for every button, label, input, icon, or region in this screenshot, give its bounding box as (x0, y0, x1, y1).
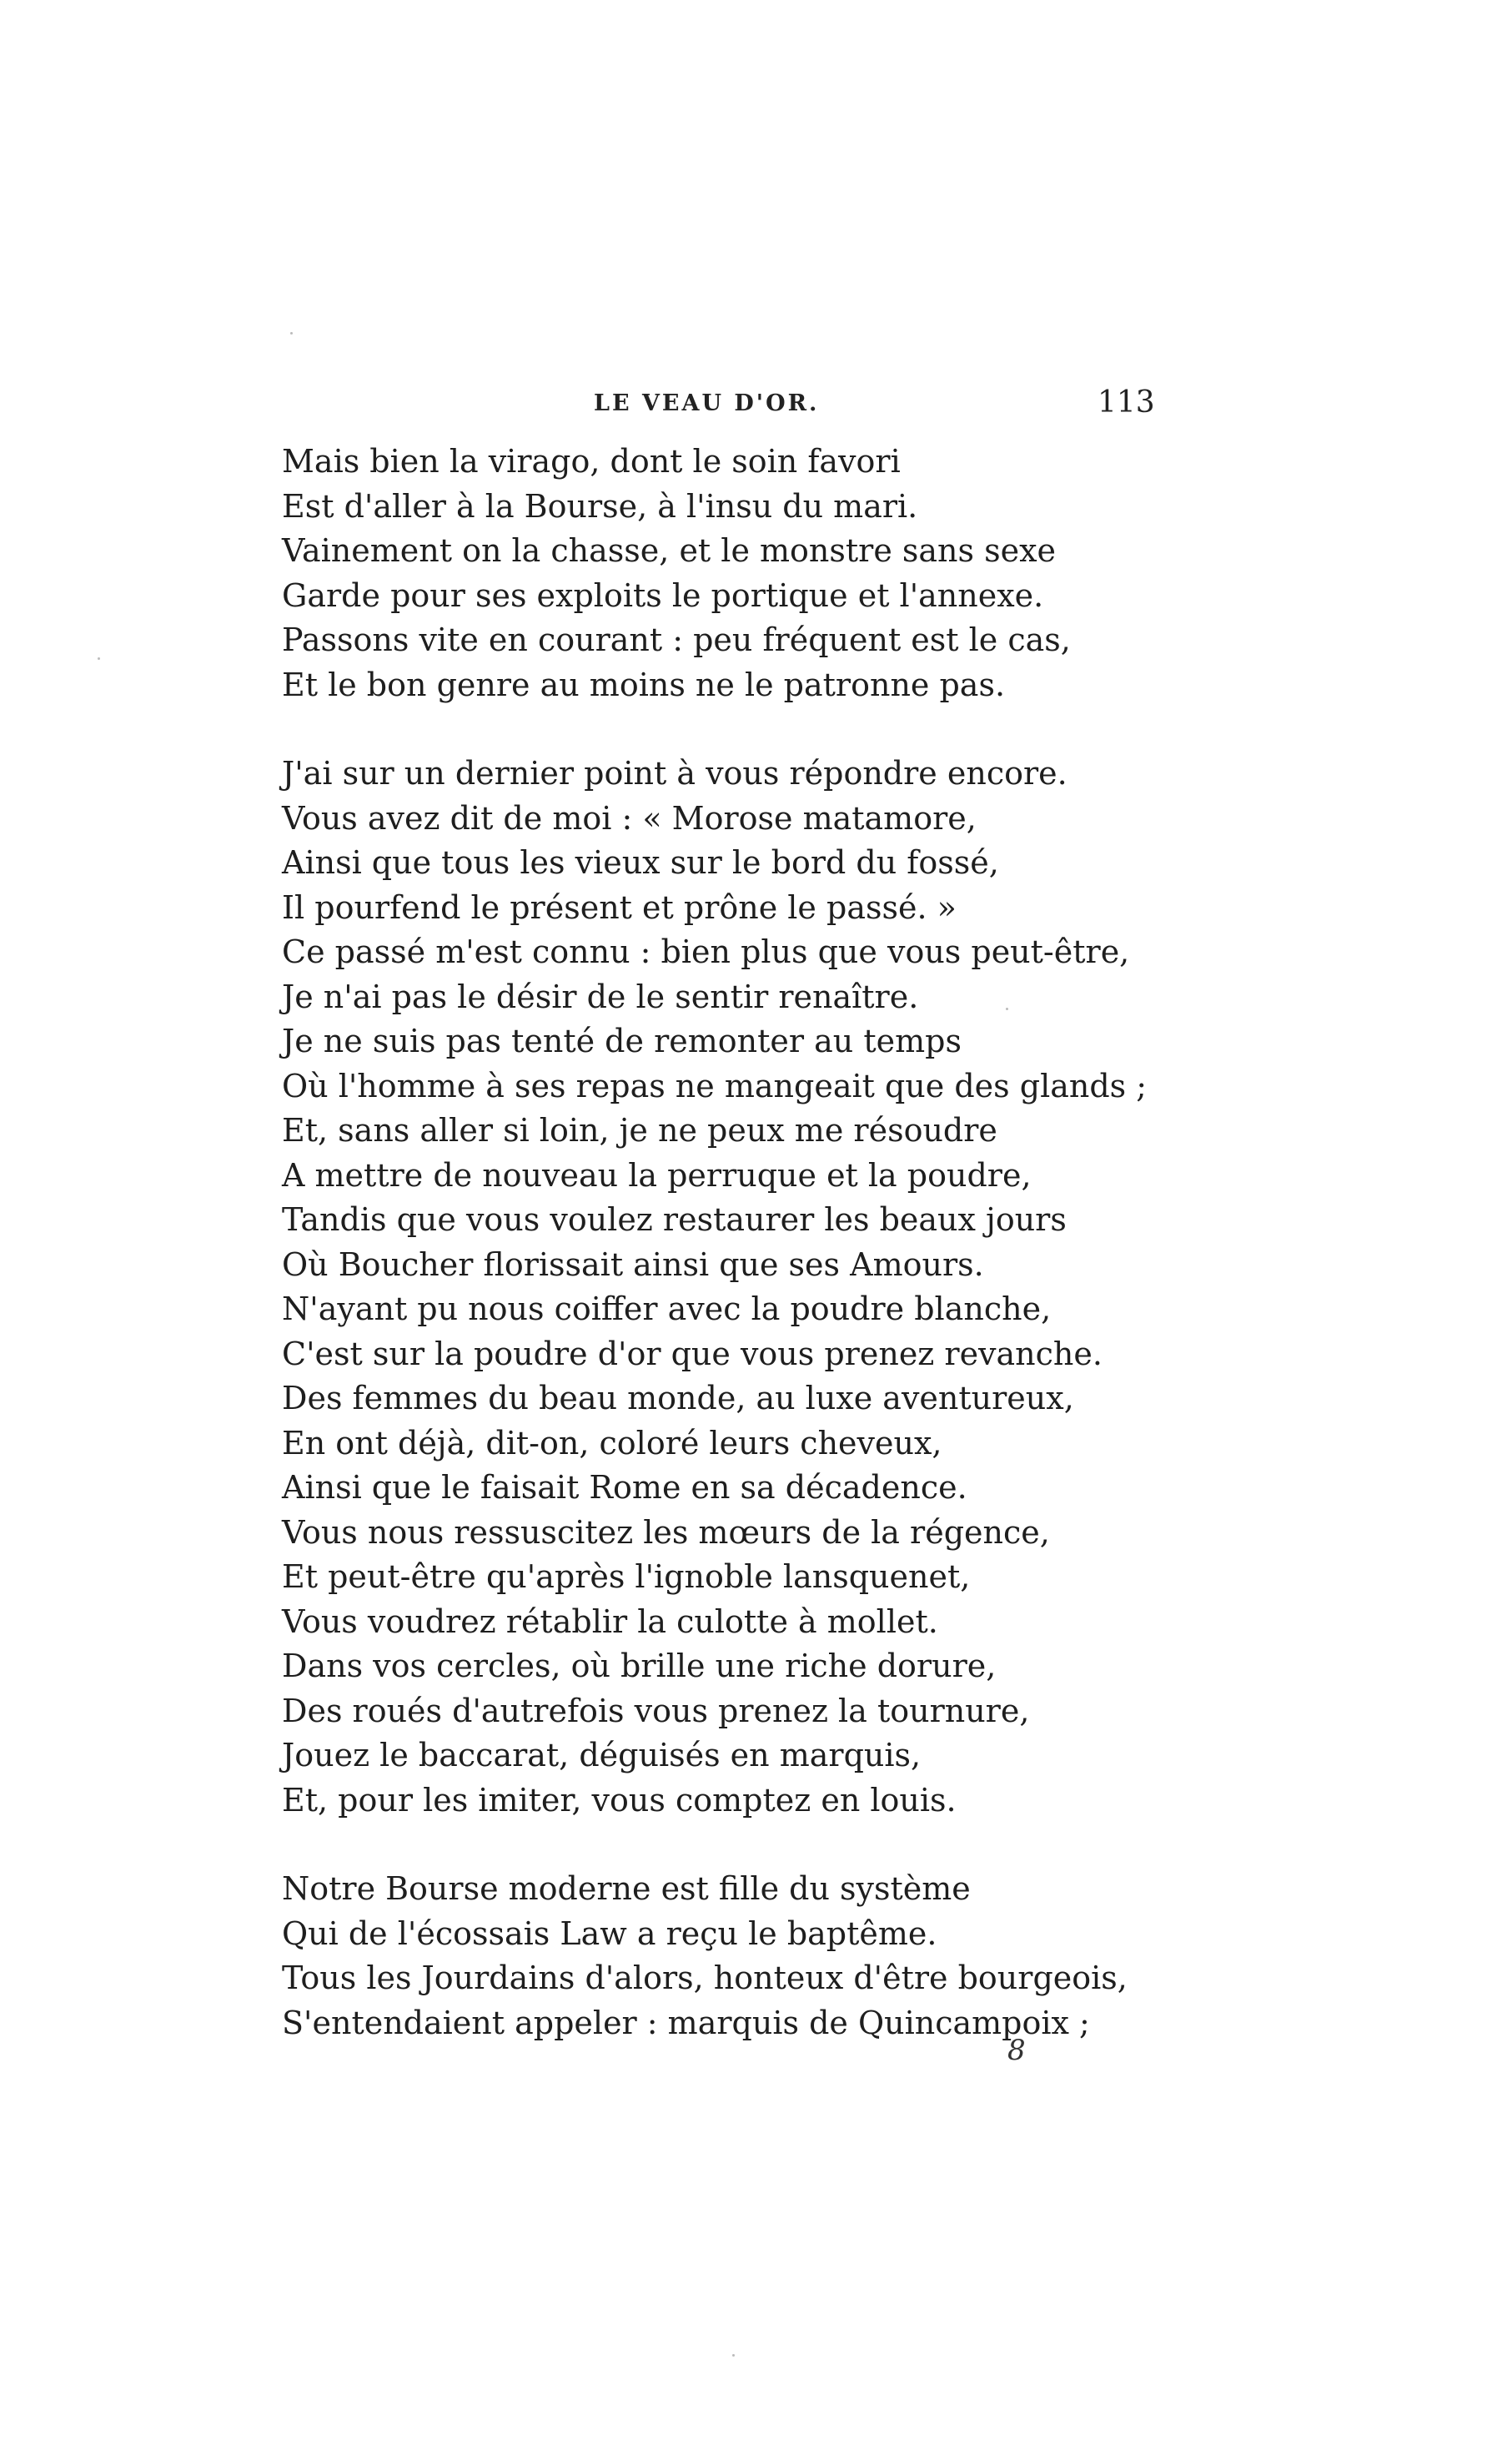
verse-line: Garde pour ses exploits le portique et l'annexe. (282, 576, 1044, 614)
verse-line: N'ayant pu nous coiffer avec la poudre blanche, (282, 1290, 1052, 1327)
verse-line: En ont déjà, dit-on, coloré leurs cheveux, (282, 1424, 942, 1461)
verse-line: Des femmes du beau monde, au luxe aventureux, (282, 1380, 1074, 1416)
signature-mark: 8 (1007, 2034, 1026, 2067)
verse-line: Je ne suis pas tenté de remonter au temps (282, 1023, 962, 1059)
verse-line: Ainsi que le faisait Rome en sa décadence. (282, 1469, 967, 1506)
verse-line: Passons vite en courant : peu fréquent est le cas, (282, 621, 1071, 658)
verse-line: Mais bien la virago, dont le soin favori (282, 443, 901, 480)
verse-line: Il pourfend le présent et prône le passé. » (282, 888, 957, 926)
paper-speck (290, 332, 293, 335)
verse-line: Vainement on la chasse, et le monstre sans sexe (282, 532, 1057, 569)
verse-line: Jouez le baccarat, déguisés en marquis, (282, 1737, 922, 1773)
verse-line: Et le bon genre au moins ne le patronne pas. (282, 666, 1006, 703)
verse-line: A mettre de nouveau la perruque et la poudre, (282, 1156, 1032, 1194)
verse-line: Et peut-être qu'après l'ignoble lansquenet, (282, 1558, 971, 1595)
page-number: 113 (1098, 385, 1155, 420)
verse-line: S'entendaient appeler : marquis de Quincampoix ; (282, 2004, 1090, 2041)
verse-line: Vous nous ressuscitez les mœurs de la régence, (282, 1513, 1050, 1551)
verse-line: Je n'ai pas le désir de le sentir renaître. (282, 978, 919, 1015)
paper-speck (98, 657, 100, 660)
verse-line: Ainsi que tous les vieux sur le bord du fossé, (282, 844, 999, 881)
verse-line: Ce passé m'est connu : bien plus que vous peut-être, (282, 933, 1130, 970)
paper-speck (732, 2354, 735, 2357)
paper-speck (1006, 1008, 1008, 1010)
verse-line: Et, sans aller si loin, je ne peux me résoudre (282, 1112, 997, 1149)
verse-line: Et, pour les imiter, vous comptez en louis. (282, 1781, 957, 1819)
verse-line: Est d'aller à la Bourse, à l'insu du mari. (282, 487, 918, 525)
verse-line: Vous voudrez rétablir la culotte à mollet. (282, 1602, 938, 1640)
poem-body (282, 440, 1199, 2045)
stanza-1 (282, 440, 1199, 707)
stanza-2 (282, 752, 1199, 1823)
verse-line: Où Boucher florissait ainsi que ses Amours. (282, 1245, 984, 1283)
running-title: LE VEAU D'OR. (594, 390, 820, 416)
verse-line: Notre Bourse moderne est fille du système (282, 1870, 971, 1907)
verse-line: Qui de l'écossais Law a reçu le baptême. (282, 1914, 937, 1952)
verse-line: J'ai sur un dernier point à vous répondre encore. (282, 755, 1067, 792)
verse-line: Tous les Jourdains d'alors, honteux d'être bourgeois, (282, 1960, 1128, 1996)
verse-line: Tandis que vous voulez restaurer les beaux jours (282, 1201, 1067, 1238)
verse-line: Où l'homme à ses repas ne mangeait que des glands ; (282, 1067, 1148, 1104)
verse-line: C'est sur la poudre d'or que vous prenez revanche. (282, 1335, 1103, 1372)
stanza-3 (282, 1867, 1199, 2045)
verse-line: Des roués d'autrefois vous prenez la tournure, (282, 1692, 1030, 1729)
verse-line: Dans vos cercles, où brille une riche dorure, (282, 1648, 997, 1684)
verse-line: Vous avez dit de moi : « Morose matamore, (282, 799, 977, 837)
